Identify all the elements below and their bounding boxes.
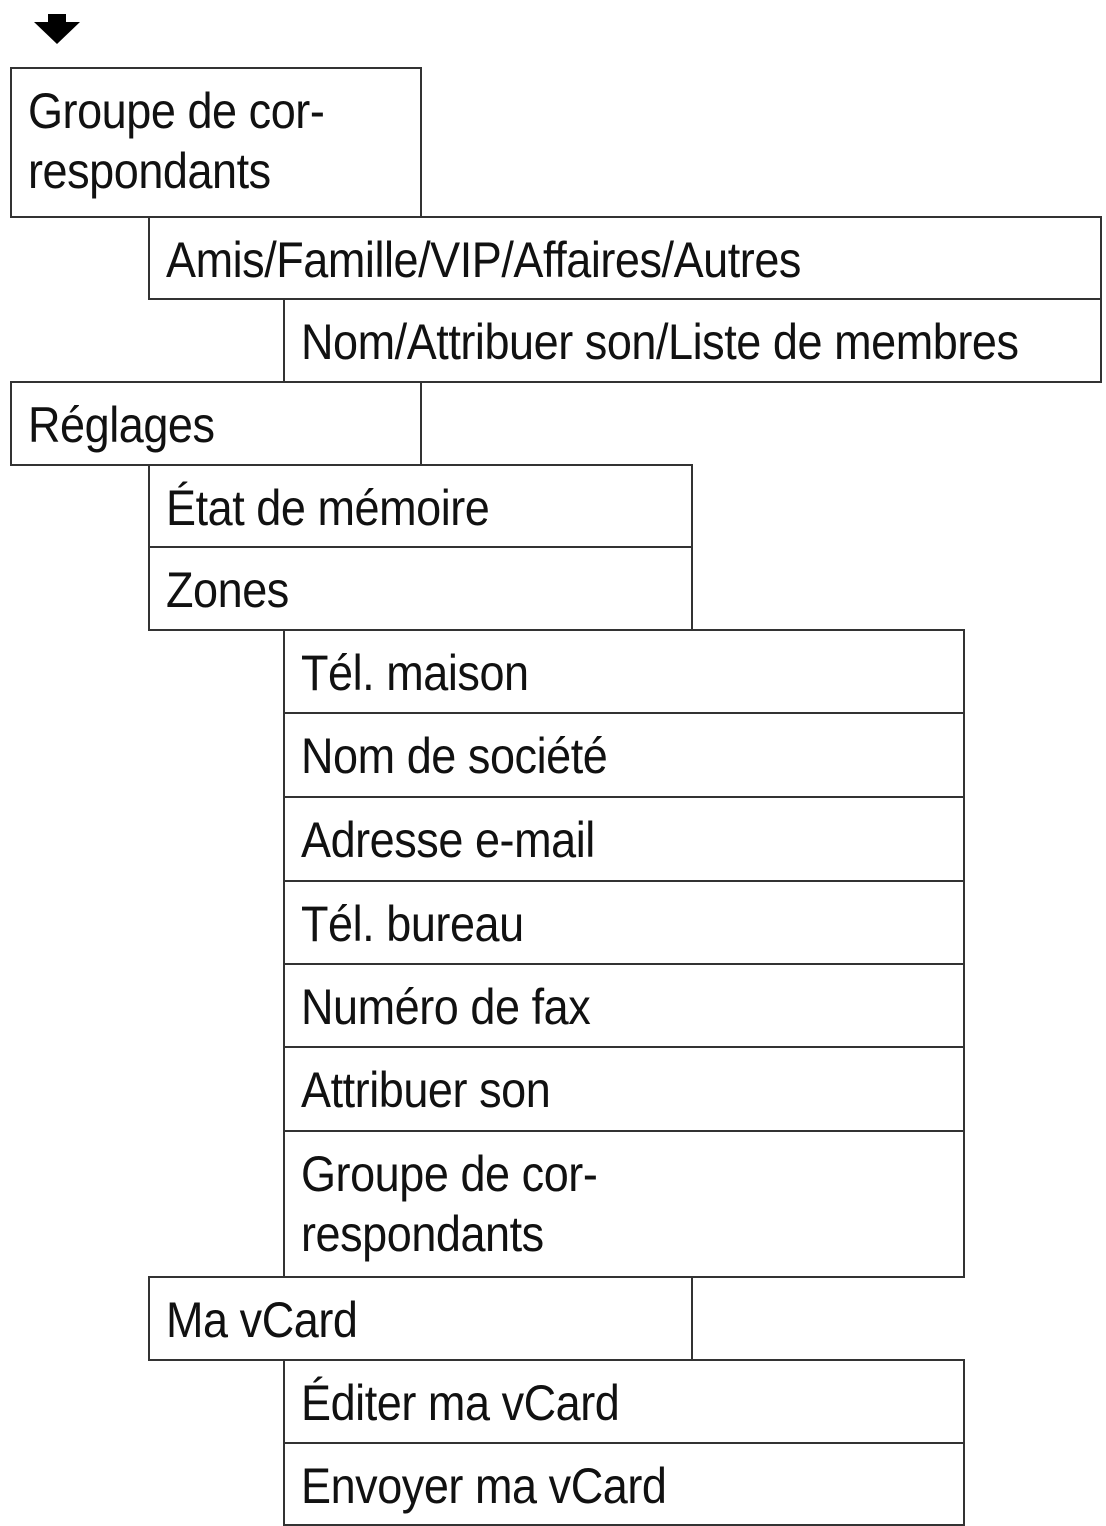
menu-item-tel-bureau xyxy=(283,880,965,965)
menu-item-editer-ma-vcard xyxy=(283,1359,965,1444)
menu-item-groupe-de-correspondants xyxy=(10,67,422,218)
menu-item-groupe-de-correspondants-2 xyxy=(283,1130,965,1278)
menu-item-attribuer-son xyxy=(283,1046,965,1132)
menu-item-label: Zones xyxy=(166,562,289,618)
menu-item-label: Réglages xyxy=(28,397,215,453)
menu-item-ma-vcard xyxy=(148,1276,693,1361)
menu-item-label: Groupe de cor- respondants xyxy=(28,83,325,199)
menu-item-tel-maison xyxy=(283,629,965,714)
menu-item-label: Adresse e-mail xyxy=(301,812,595,868)
menu-item-label: Tél. maison xyxy=(301,645,529,701)
menu-item-label: Ma vCard xyxy=(166,1292,358,1348)
menu-item-zones xyxy=(148,546,693,631)
menu-item-nom-de-societe xyxy=(283,712,965,798)
down-arrow-icon xyxy=(34,14,80,44)
menu-item-label: Numéro de fax xyxy=(301,979,591,1035)
menu-item-label: Envoyer ma vCard xyxy=(301,1458,667,1514)
menu-item-label: Groupe de cor- respondants xyxy=(301,1146,598,1262)
menu-item-label: Tél. bureau xyxy=(301,896,524,952)
menu-item-envoyer-ma-vcard xyxy=(283,1442,965,1526)
menu-item-label: Nom/Attribuer son/Liste de membres xyxy=(301,314,1019,370)
menu-item-label: Attribuer son xyxy=(301,1062,551,1118)
menu-item-label: Éditer ma vCard xyxy=(301,1375,620,1431)
menu-item-label: Amis/Famille/VIP/Affaires/Autres xyxy=(166,232,801,288)
menu-item-label: Nom de société xyxy=(301,728,608,784)
menu-item-numero-de-fax xyxy=(283,963,965,1048)
menu-item-reglages xyxy=(10,381,422,466)
menu-item-etat-de-memoire xyxy=(148,464,693,548)
menu-item-label: État de mémoire xyxy=(166,480,490,536)
menu-item-nom-attribuer-son-liste xyxy=(283,298,1102,383)
menu-item-adresse-e-mail xyxy=(283,796,965,882)
menu-item-amis-famille xyxy=(148,216,1102,300)
